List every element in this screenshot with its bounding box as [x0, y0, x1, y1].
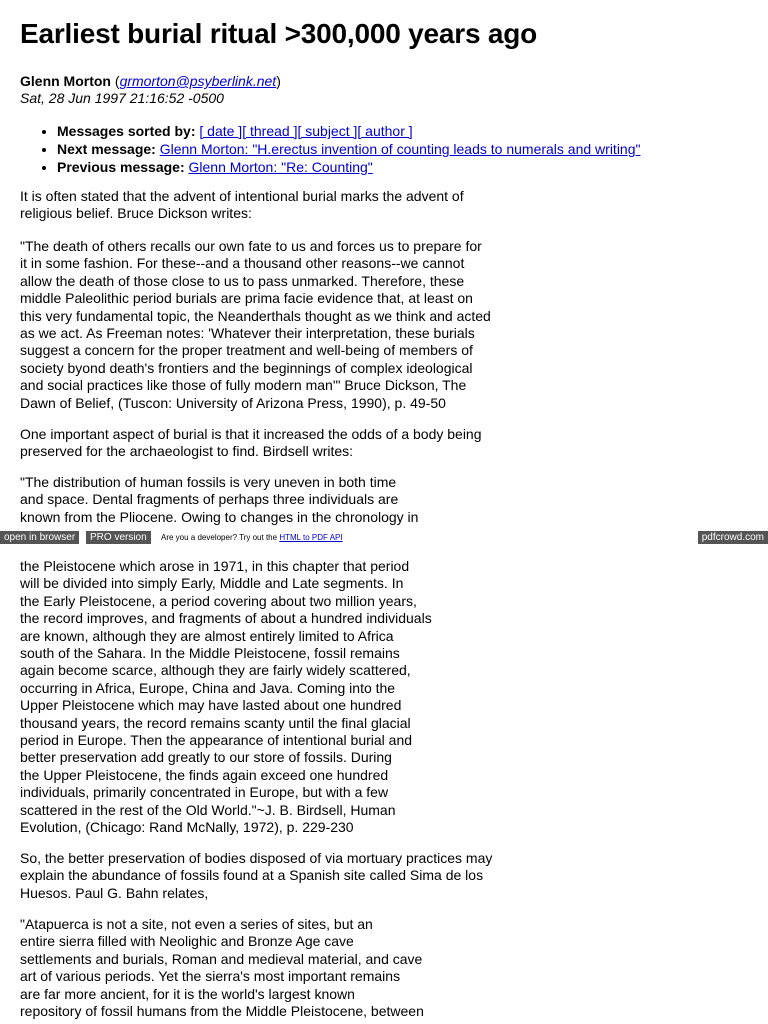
quote-birdsell-start: "The distribution of human fossils is very uneven in both time and space. Dental fragments of perhaps three individuals are known from the Pliocene. Owing to changes in the chronology in: [20, 474, 419, 525]
author-email-link[interactable]: grmorton@psyberlink.net: [119, 73, 277, 89]
email-open-paren: (: [114, 73, 120, 89]
previous-message-link[interactable]: Glenn Morton: "Re: Counting": [188, 159, 373, 175]
quote-birdsell-continued: the Pleistocene which arose in 1971, in this chapter that period will be divided into simply Early, Middle and Late segments. In the Early Pleistocene, a period covering about two million years, the record improves, and fragments of about a hundred individuals are known, although they are almost entirely limited to Africa south of the Sahara. In the Middle Pleistocene, fossil remains again become scarce, although they are fairly widely scattered, occurring in Africa, Europe, China and Java. Coming into the Upper Pleistocene which may have lasted about one hundred thousand years, the record remains scanty until the final glacial period in Europe. Then the appearance of intentional burial and better preservation add greatly to our store of fossils. During the Upper Pleistocene, the finds again exceed one hundred individuals, primarily concentrated in Europe, but with a few scattered in the rest of the Old World."~J. B. Birdsell, Human Evolution, (Chicago: Rand McNally, 1972), p. 229-230: [20, 558, 432, 836]
pdfcrowd-bar: [0, 530, 768, 545]
sort-by-date-link[interactable]: [ date ]: [199, 123, 243, 139]
sort-links-item: [57, 122, 640, 140]
next-message-link[interactable]: Glenn Morton: "H.erectus invention of counting leads to numerals and writing": [159, 141, 641, 157]
paragraph-sima-de-los-huesos: So, the better preservation of bodies disposed of via mortuary practices may explain the abundance of fossils found at a Spanish site called Sima de los Huesos. Paul G. Bahn relates,: [20, 850, 493, 901]
html-to-pdf-api-link[interactable]: HTML to PDF API: [279, 533, 343, 542]
message-navigation: [20, 122, 640, 176]
email-close-paren: ): [276, 73, 281, 89]
sort-by-author-link[interactable]: [ author ]: [357, 123, 413, 139]
quote-bahn: "Atapuerca is not a site, not even a series of sites, but an entire sierra filled with Neolighic and Bronze Age cave settlements and burials, Roman and medieval material, and cave art of various periods. Yet the sierra's most important remains are far more ancient, for it is the world's largest known repository of fossil humans from the Middle Pleistocene, between: [20, 916, 424, 1020]
sorted-by-label: Messages sorted by:: [57, 123, 196, 139]
author-name: Glenn Morton: [20, 73, 111, 89]
previous-message-item: [57, 158, 640, 176]
paragraph-burial-preservation: One important aspect of burial is that it increased the odds of a body being preserved for the archaeologist to find. Birdsell writes:: [20, 426, 482, 460]
next-message-label: Next message:: [57, 141, 156, 157]
sort-by-subject-link[interactable]: [ subject ]: [297, 123, 358, 139]
pdfcrowd-brand-link[interactable]: pdfcrowd.com: [698, 531, 768, 544]
page-title: Earliest burial ritual >300,000 years ago: [20, 18, 538, 49]
quote-dickson: "The death of others recalls our own fate to us and forces us to prepare for it in some fashion. For these--and a thousand other reasons--we cannot allow the death of those close to us to pass unmarked. Therefore, these middle Paleolithic period burials are prima facie evidence that, at least on this very fundamental topic, the Neanderthals thought as we think and acted as we act. As Freeman notes: 'Whatever their interpretation, these burials suggest a concern for the proper treatment and well-being of members of society byond death's frontiers and the beginnings of complex ideological and social practices like those of fully modern man'" Bruce Dickson, The Dawn of Belief, (Tuscon: University of Arizona Press, 1990), p. 49-50: [20, 238, 491, 411]
next-message-item: [57, 140, 640, 158]
developer-promo-text: Are you a developer? Try out the: [161, 533, 278, 542]
sort-by-thread-link[interactable]: [ thread ]: [242, 123, 298, 139]
open-in-browser-button[interactable]: open in browser: [0, 531, 79, 544]
developer-promo: [161, 531, 343, 544]
pro-version-button[interactable]: PRO version: [86, 531, 151, 544]
author-block: [20, 73, 281, 107]
message-date: Sat, 28 Jun 1997 21:16:52 -0500: [20, 90, 224, 106]
paragraph-intro: It is often stated that the advent of intentional burial marks the advent of religious belief. Bruce Dickson writes:: [20, 188, 464, 222]
previous-message-label: Previous message:: [57, 159, 185, 175]
